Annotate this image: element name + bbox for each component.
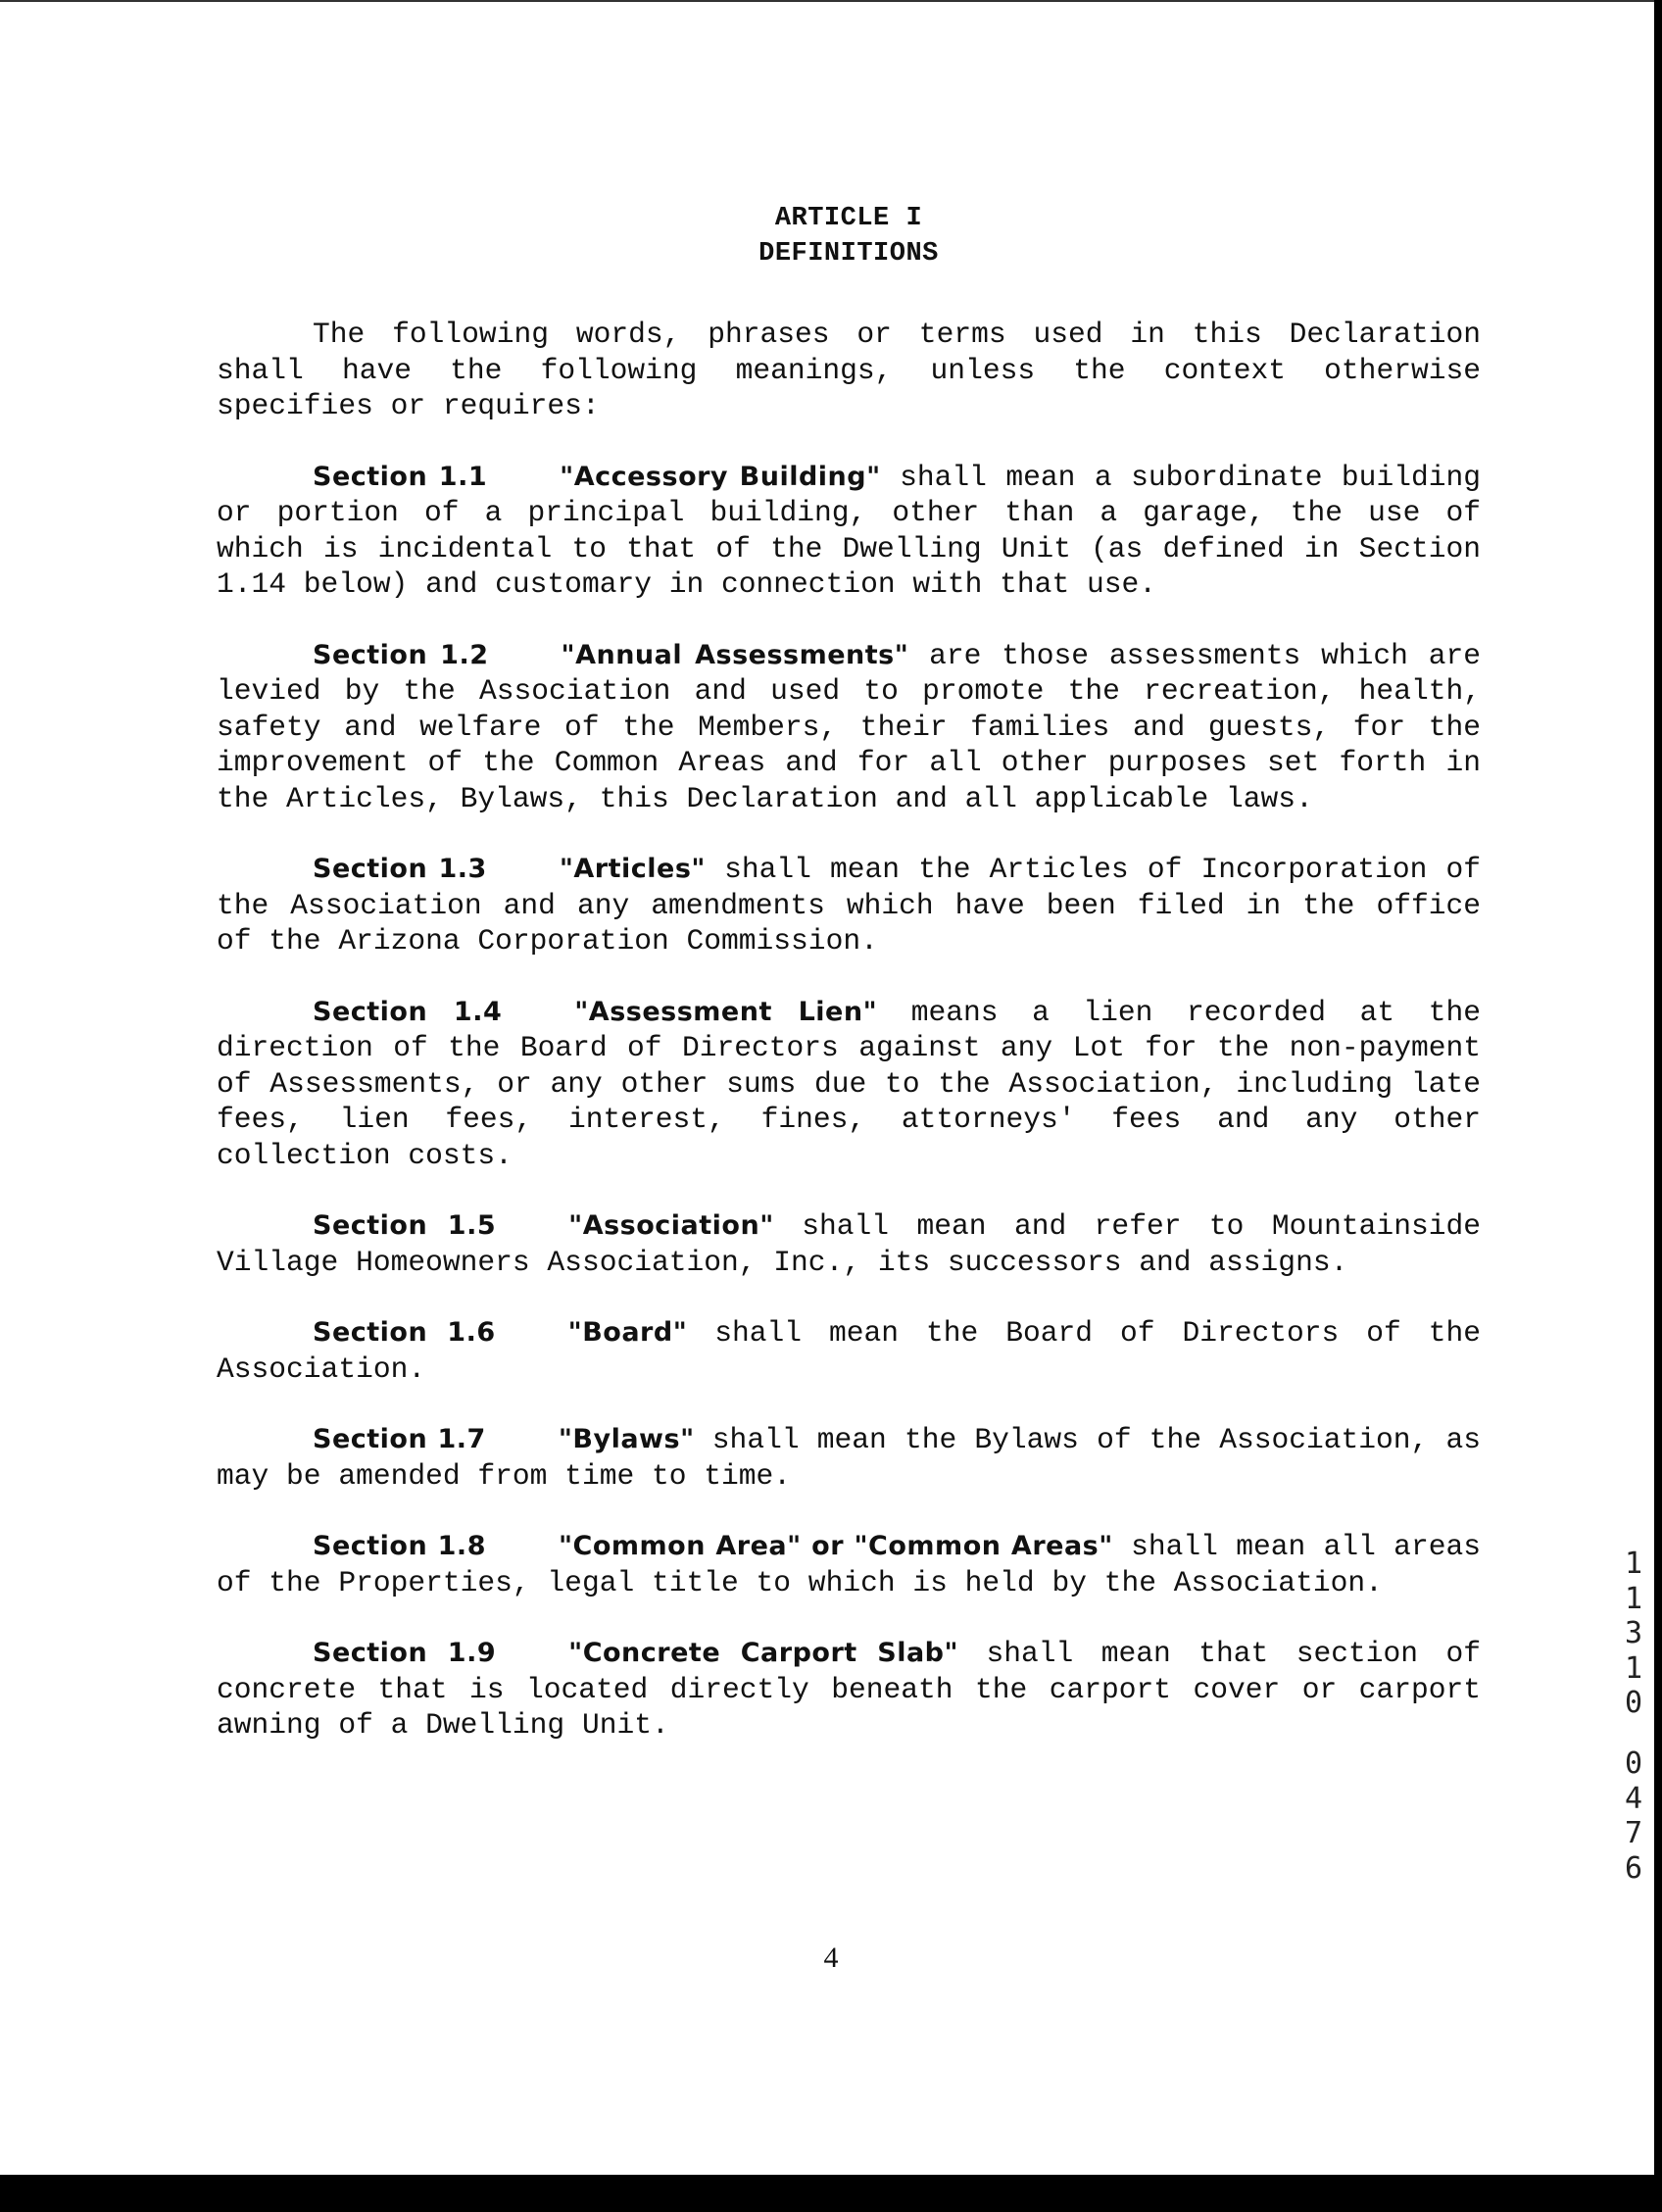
section-number: Section 1.9 — [313, 1638, 497, 1668]
page-number: 4 — [823, 1942, 839, 1974]
defined-term: "Accessory Building" — [560, 461, 881, 492]
defined-term: "Bylaws" — [558, 1424, 695, 1454]
stamp-digit: 0 — [1624, 1746, 1643, 1781]
section-number: Section 1.5 — [313, 1210, 497, 1241]
stamp-digit: 3 — [1624, 1616, 1643, 1650]
definition-text: are those assessments which are levied by the Association and used to promote the recreation, health, safety and welfare of the Members, their families and guests, for the improvement of the Common Areas and for all other purposes set forth in the Articles, Bylaws, this Declaration and all applicable laws. — [217, 638, 1481, 815]
section-number: Section 1.1 — [313, 461, 488, 492]
document-page — [217, 201, 1481, 1772]
definition-text: means a lien recorded at the direction of the Board of Directors against any Lot for the non-payment of Assessments, or any other sums due to the Association, including late fees, lien fees, interest, fines, attorneys' fees and any other collection costs. — [217, 995, 1481, 1172]
stamp-digit: 1 — [1624, 1650, 1643, 1686]
section-1-2 — [217, 638, 1481, 817]
definition-text: shall mean the Board of Directors of the Association. — [217, 1316, 1482, 1386]
scan-edge-top — [0, 0, 1662, 2]
section-number: Section 1.7 — [313, 1424, 486, 1454]
definition-text: shall mean the Articles of Incorporation of the Association and any amendments which have been filed in the office of the Arizona Corporation Commission. — [217, 853, 1481, 958]
defined-term: "Concrete Carport Slab" — [568, 1638, 959, 1668]
section-number: Section 1.6 — [313, 1317, 496, 1348]
section-1-7 — [217, 1422, 1481, 1494]
article-title: ARTICLE I — [774, 204, 923, 233]
definition-text: shall mean and refer to Mountainside Village Homeowners Association, Inc., its successors and assigns. — [217, 1209, 1481, 1279]
stamp-digit: 6 — [1624, 1850, 1643, 1886]
stamp-digit: 4 — [1624, 1781, 1643, 1816]
defined-term: "Articles" — [559, 854, 706, 884]
defined-term: "Association" — [568, 1210, 774, 1241]
section-1-9 — [217, 1636, 1481, 1744]
defined-term: "Common Area" or "Common Areas" — [558, 1531, 1113, 1561]
intro-paragraph: The following words, phrases or terms used in this Declaration shall have the following meanings, unless the context otherwise specifies or requires: — [217, 318, 1481, 422]
section-number: Section 1.2 — [313, 639, 489, 670]
scan-edge-bottom — [0, 2175, 1662, 2212]
article-subtitle: DEFINITIONS — [758, 239, 939, 269]
definition-text: shall mean the Bylaws of the Association, as may be amended from time to time. — [217, 1423, 1481, 1493]
stamp-digit: 1 — [1624, 1547, 1643, 1581]
stamp-digit: 7 — [1624, 1816, 1643, 1850]
stamp-digit: 1 — [1624, 1581, 1643, 1616]
defined-term: "Annual Assessments" — [561, 639, 909, 670]
section-1-1 — [217, 460, 1481, 603]
defined-term: "Assessment Lien" — [574, 996, 878, 1027]
section-number: Section 1.8 — [313, 1531, 486, 1561]
section-1-8 — [217, 1529, 1481, 1600]
definition-text: shall mean all areas of the Properties, legal title to which is held by the Association. — [217, 1530, 1481, 1599]
definition-text: shall mean that section of concrete that is located directly beneath the carport cover or carport awning of a Dwelling Unit. — [217, 1637, 1482, 1742]
margin-stamp-top — [1622, 1547, 1645, 1721]
section-1-4 — [217, 995, 1481, 1174]
section-number: Section 1.4 — [313, 996, 503, 1027]
section-1-6 — [217, 1315, 1481, 1387]
definition-text: shall mean a subordinate building or portion of a principal building, other than a garage, the use of which is incidental to that of the Dwelling Unit (as defined in Section 1.14 below) and customary in connection with that use. — [217, 460, 1481, 601]
stamp-digit: 0 — [1624, 1686, 1643, 1720]
defined-term: "Board" — [567, 1317, 688, 1348]
section-1-3 — [217, 852, 1481, 959]
scan-edge-right — [1654, 0, 1662, 2212]
section-number: Section 1.3 — [313, 854, 487, 884]
margin-stamp-bottom — [1622, 1746, 1645, 1886]
section-1-5 — [217, 1208, 1481, 1280]
article-heading — [217, 201, 1481, 271]
